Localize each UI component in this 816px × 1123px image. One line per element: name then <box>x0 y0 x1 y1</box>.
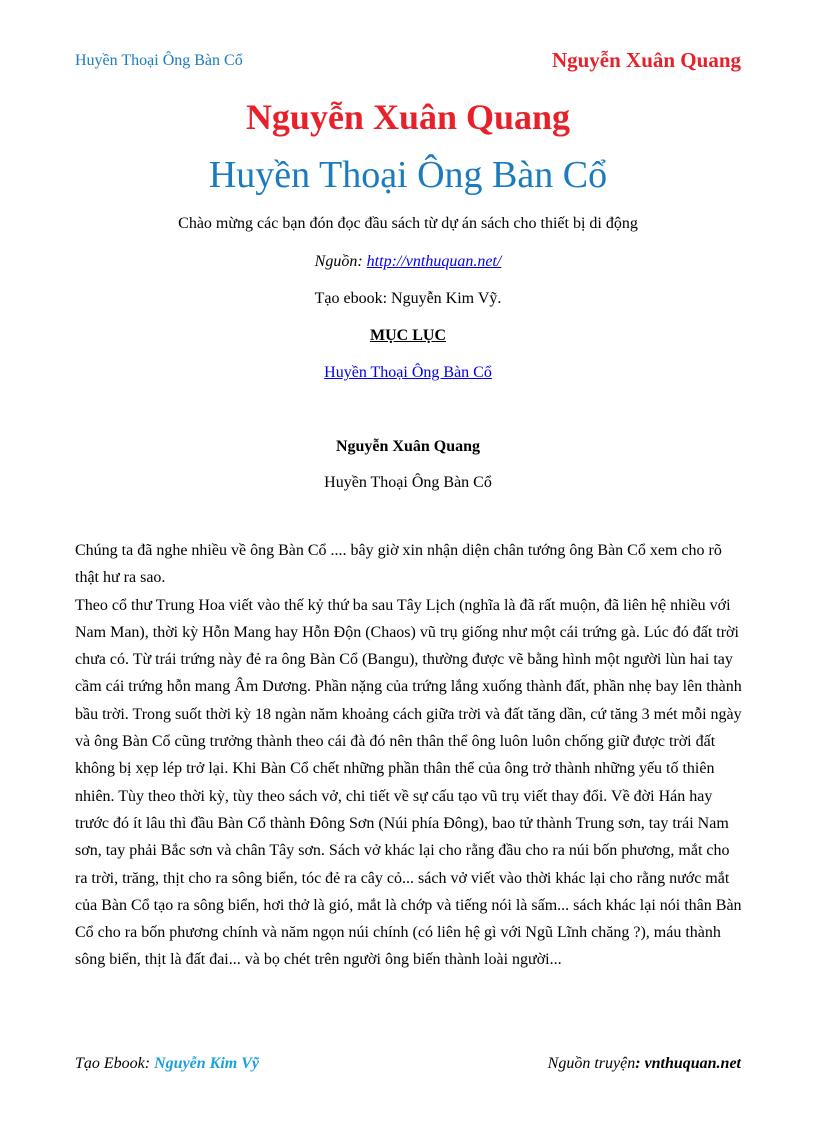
footer-source: Nguồn truyện: vnthuquan.net <box>547 1055 741 1072</box>
section-title: Huyền Thoại Ông Bàn Cổ <box>324 474 492 491</box>
footer-creator: Tạo Ebook: Nguyễn Kim Vỹ <box>75 1055 259 1072</box>
title-book: Huyền Thoại Ông Bàn Cổ <box>208 154 608 196</box>
footer-source-name: vnthuquan.net <box>644 1055 741 1072</box>
welcome-text: Chào mừng các bạn đón đọc đầu sách từ dự án sách cho thiết bị di động <box>178 215 638 232</box>
source-label: Nguồn: <box>314 253 367 270</box>
ebook-creator: Tạo ebook: Nguyễn Kim Vỹ. <box>314 290 502 307</box>
footer-creator-label: Tạo Ebook <box>75 1055 145 1072</box>
source-line <box>0 253 816 271</box>
footer-source-label: Nguồn truyện <box>547 1055 636 1072</box>
footer-creator-name: Nguyễn Kim Vỹ <box>154 1055 259 1072</box>
source-link[interactable]: http://vnthuquan.net/ <box>366 253 502 270</box>
header-author: Nguyễn Xuân Quang <box>551 48 741 72</box>
toc-heading: MỤC LỤC <box>370 327 446 344</box>
body-paragraph: Chúng ta đã nghe nhiều về ông Bàn Cổ .... bây giờ xin nhận diện chân tướng ông Bàn Cổ xem cho rõ thật hư ra sao. <box>75 542 722 587</box>
body-text <box>75 537 745 974</box>
toc-link[interactable]: Huyền Thoại Ông Bàn Cổ <box>324 364 492 381</box>
body-paragraph: Theo cổ thư Trung Hoa viết vào thế kỷ thứ ba sau Tây Lịch (nghĩa là đã rất muộn, đã liên hệ nhiều với Nam Man), thời kỳ Hỗn Mang hay Hỗn Độn (Chaos) vũ trụ giống như một cái trứng gà. Lúc đó đất trời chưa có. Từ trái trứng này đẻ ra ông Bàn Cổ (Bangu), thường được vẽ bằng hình một người lùn hai tay cầm cái trứng hỗn mang Âm Dương. Phần nặng của trứng lắng xuống thành đất, phần nhẹ bay lên thành bầu trời. Trong suốt thời kỳ 18 ngàn năm khoảng cách giữa trời và đất tăng dần, cứ tăng 3 mét mỗi ngày và ông Bàn Cổ cũng trưởng thành theo cái đà đó nên thân thể ông luôn luôn chống giữ được trời đất không bị xẹp lép trở lại. Khi Bàn Cổ chết những phần thân thể của ông trở thành những yếu tố thiên nhiên. Tùy theo thời kỳ, tùy theo sách vở, chi tiết về sự cấu tạo vũ trụ viết thay đổi. Về đời Hán hay trước đó ít lâu thì đầu Bàn Cổ thành Đông Sơn (Núi phía Đông), bao tử thành Trung sơn, tay trái Nam sơn, tay phải Bắc sơn và chân Tây sơn. Sách vở khác lại cho rằng đầu cho ra núi bốn phương, mắt cho ra trời, trăng, thịt cho ra sông biển, tóc đẻ ra cây cỏ... sách vở viết vào thời khác lại cho rằng nước mắt của Bàn Cổ tạo ra sông biển, hơi thở là gió, mắt là chớp và tiếng nói là sấm... sách khác lại nói thân Bàn Cổ cho ra bốn phương chính và năm ngọn núi chính (có liên hệ gì với Ngũ Lĩnh chăng ?), máu thành sông biển, thịt là đất đai... và bọ chét trên người ông biến thành loài người... <box>75 596 742 969</box>
section-author: Nguyễn Xuân Quang <box>335 438 481 455</box>
header-book-title: Huyền Thoại Ông Bàn Cổ <box>75 52 243 69</box>
title-author: Nguyễn Xuân Quang <box>245 97 571 137</box>
